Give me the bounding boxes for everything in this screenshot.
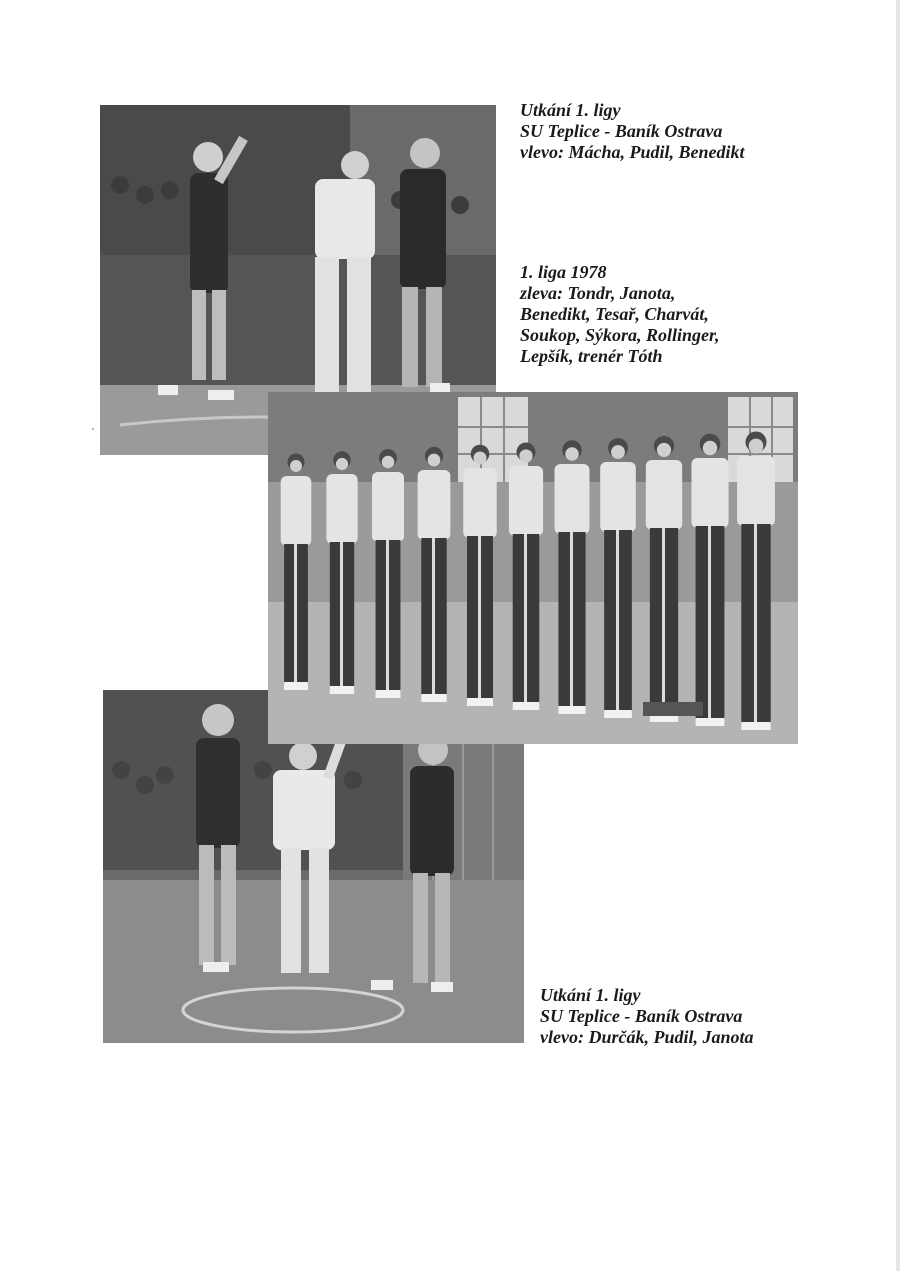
team-member-figure <box>326 451 357 694</box>
team-member-figure <box>281 454 312 691</box>
caption-match-2-line-3: vlevo: Durčák, Pudil, Janota <box>540 1027 754 1047</box>
team-member-figure <box>646 436 682 722</box>
team-member-figure <box>418 447 451 702</box>
team-member-figure <box>463 445 496 706</box>
scan-speck <box>92 428 94 430</box>
caption-team-line-3: Benedikt, Tesař, Charvát, <box>520 304 709 324</box>
caption-match-2 <box>540 985 754 1048</box>
photo-team-1978-image <box>268 392 798 744</box>
page-edge <box>896 0 900 1271</box>
caption-match-2-line-1: Utkání 1. ligy <box>540 985 641 1005</box>
team-member-figure <box>600 438 636 718</box>
caption-match-1-line-3: vlevo: Mácha, Pudil, Benedikt <box>520 142 745 162</box>
team-member-figure <box>691 434 728 726</box>
caption-match-1 <box>520 100 744 163</box>
team-member-figure <box>372 449 404 698</box>
caption-match-2-line-2: SU Teplice - Baník Ostrava <box>540 1006 743 1026</box>
caption-match-1-line-2: SU Teplice - Baník Ostrava <box>520 121 723 141</box>
team-member-figure <box>555 440 590 714</box>
caption-team-line-5: Lepšík, trenér Tóth <box>520 346 663 366</box>
team-member-figure <box>509 443 543 711</box>
caption-team-1978 <box>520 262 720 367</box>
photo-team-1978 <box>268 392 798 744</box>
team-member-figure <box>737 432 775 731</box>
caption-team-line-1: 1. liga 1978 <box>520 262 607 282</box>
caption-team-line-2: zleva: Tondr, Janota, <box>520 283 676 303</box>
caption-team-line-4: Soukop, Sýkora, Rollinger, <box>520 325 720 345</box>
caption-match-1-line-1: Utkání 1. ligy <box>520 100 621 120</box>
